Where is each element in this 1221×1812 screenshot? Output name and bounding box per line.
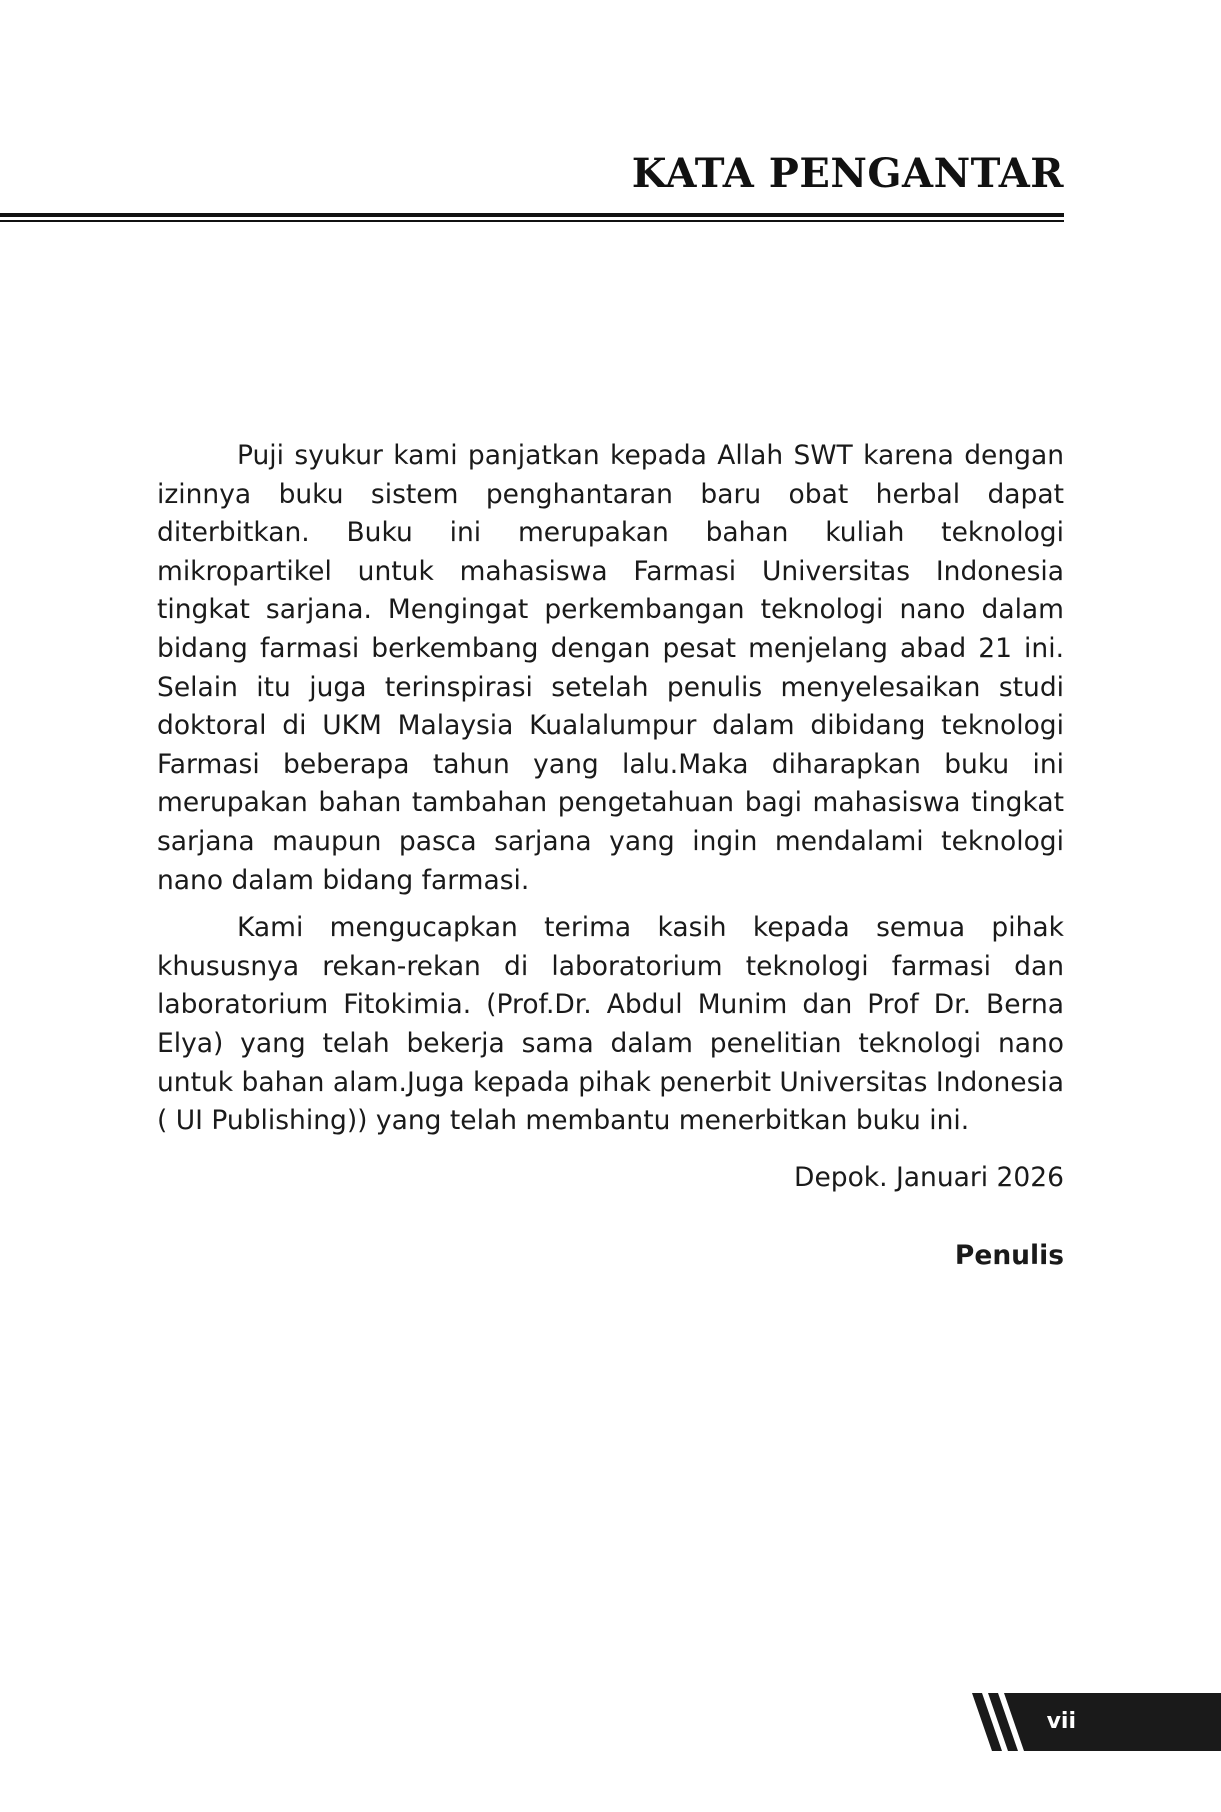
title-rule-thin bbox=[0, 220, 1064, 222]
place-date: Depok. Januari 2026 bbox=[794, 1162, 1064, 1193]
title-rule-thick bbox=[0, 213, 1064, 217]
page-title: KATA PENGANTAR bbox=[631, 150, 1064, 197]
page-number: vii bbox=[1046, 1709, 1076, 1734]
preface-paragraph: Puji syukur kami panjatkan kepada Allah SWT karena dengan izinnya buku sistem penghantaran baru obat herbal dapat diterbitkan. Buku ini merupakan bahan kuliah teknologi mikropartikel untuk mahasiswa Farmasi Universitas Indonesia tingkat sarjana. Mengingat perkembangan teknologi nano dalam bidang farmasi berkembang dengan pesat menjelang abad 21 ini. Selain itu juga terinspirasi setelah penulis menyelesaikan studi doktoral di UKM Malaysia Kualalumpur dalam dibidang teknologi Farmasi beberapa tahun yang lalu.Maka diharapkan buku ini merupakan bahan tambahan pengetahuan bagi mahasiswa tingkat sarjana maupun pasca sarjana yang ingin mendalami teknologi nano dalam bidang farmasi. bbox=[157, 440, 1064, 896]
author-signature: Penulis bbox=[954, 1240, 1064, 1271]
page-number-tab bbox=[972, 1693, 1221, 1751]
preface-paragraph: Kami mengucapkan terima kasih kepada semua pihak khususnya rekan-rekan di laboratorium teknologi farmasi dan laboratorium Fitokimia. (Prof.Dr. Abdul Munim dan Prof Dr. Berna Elya) yang telah bekerja sama dalam penelitian teknologi nano untuk bahan alam.Juga kepada pihak penerbit Universitas Indonesia ( UI Publishing)) yang telah membantu menerbitkan buku ini. bbox=[157, 912, 1065, 1137]
tab-body bbox=[1004, 1693, 1221, 1751]
preface-body bbox=[157, 437, 1064, 1150]
